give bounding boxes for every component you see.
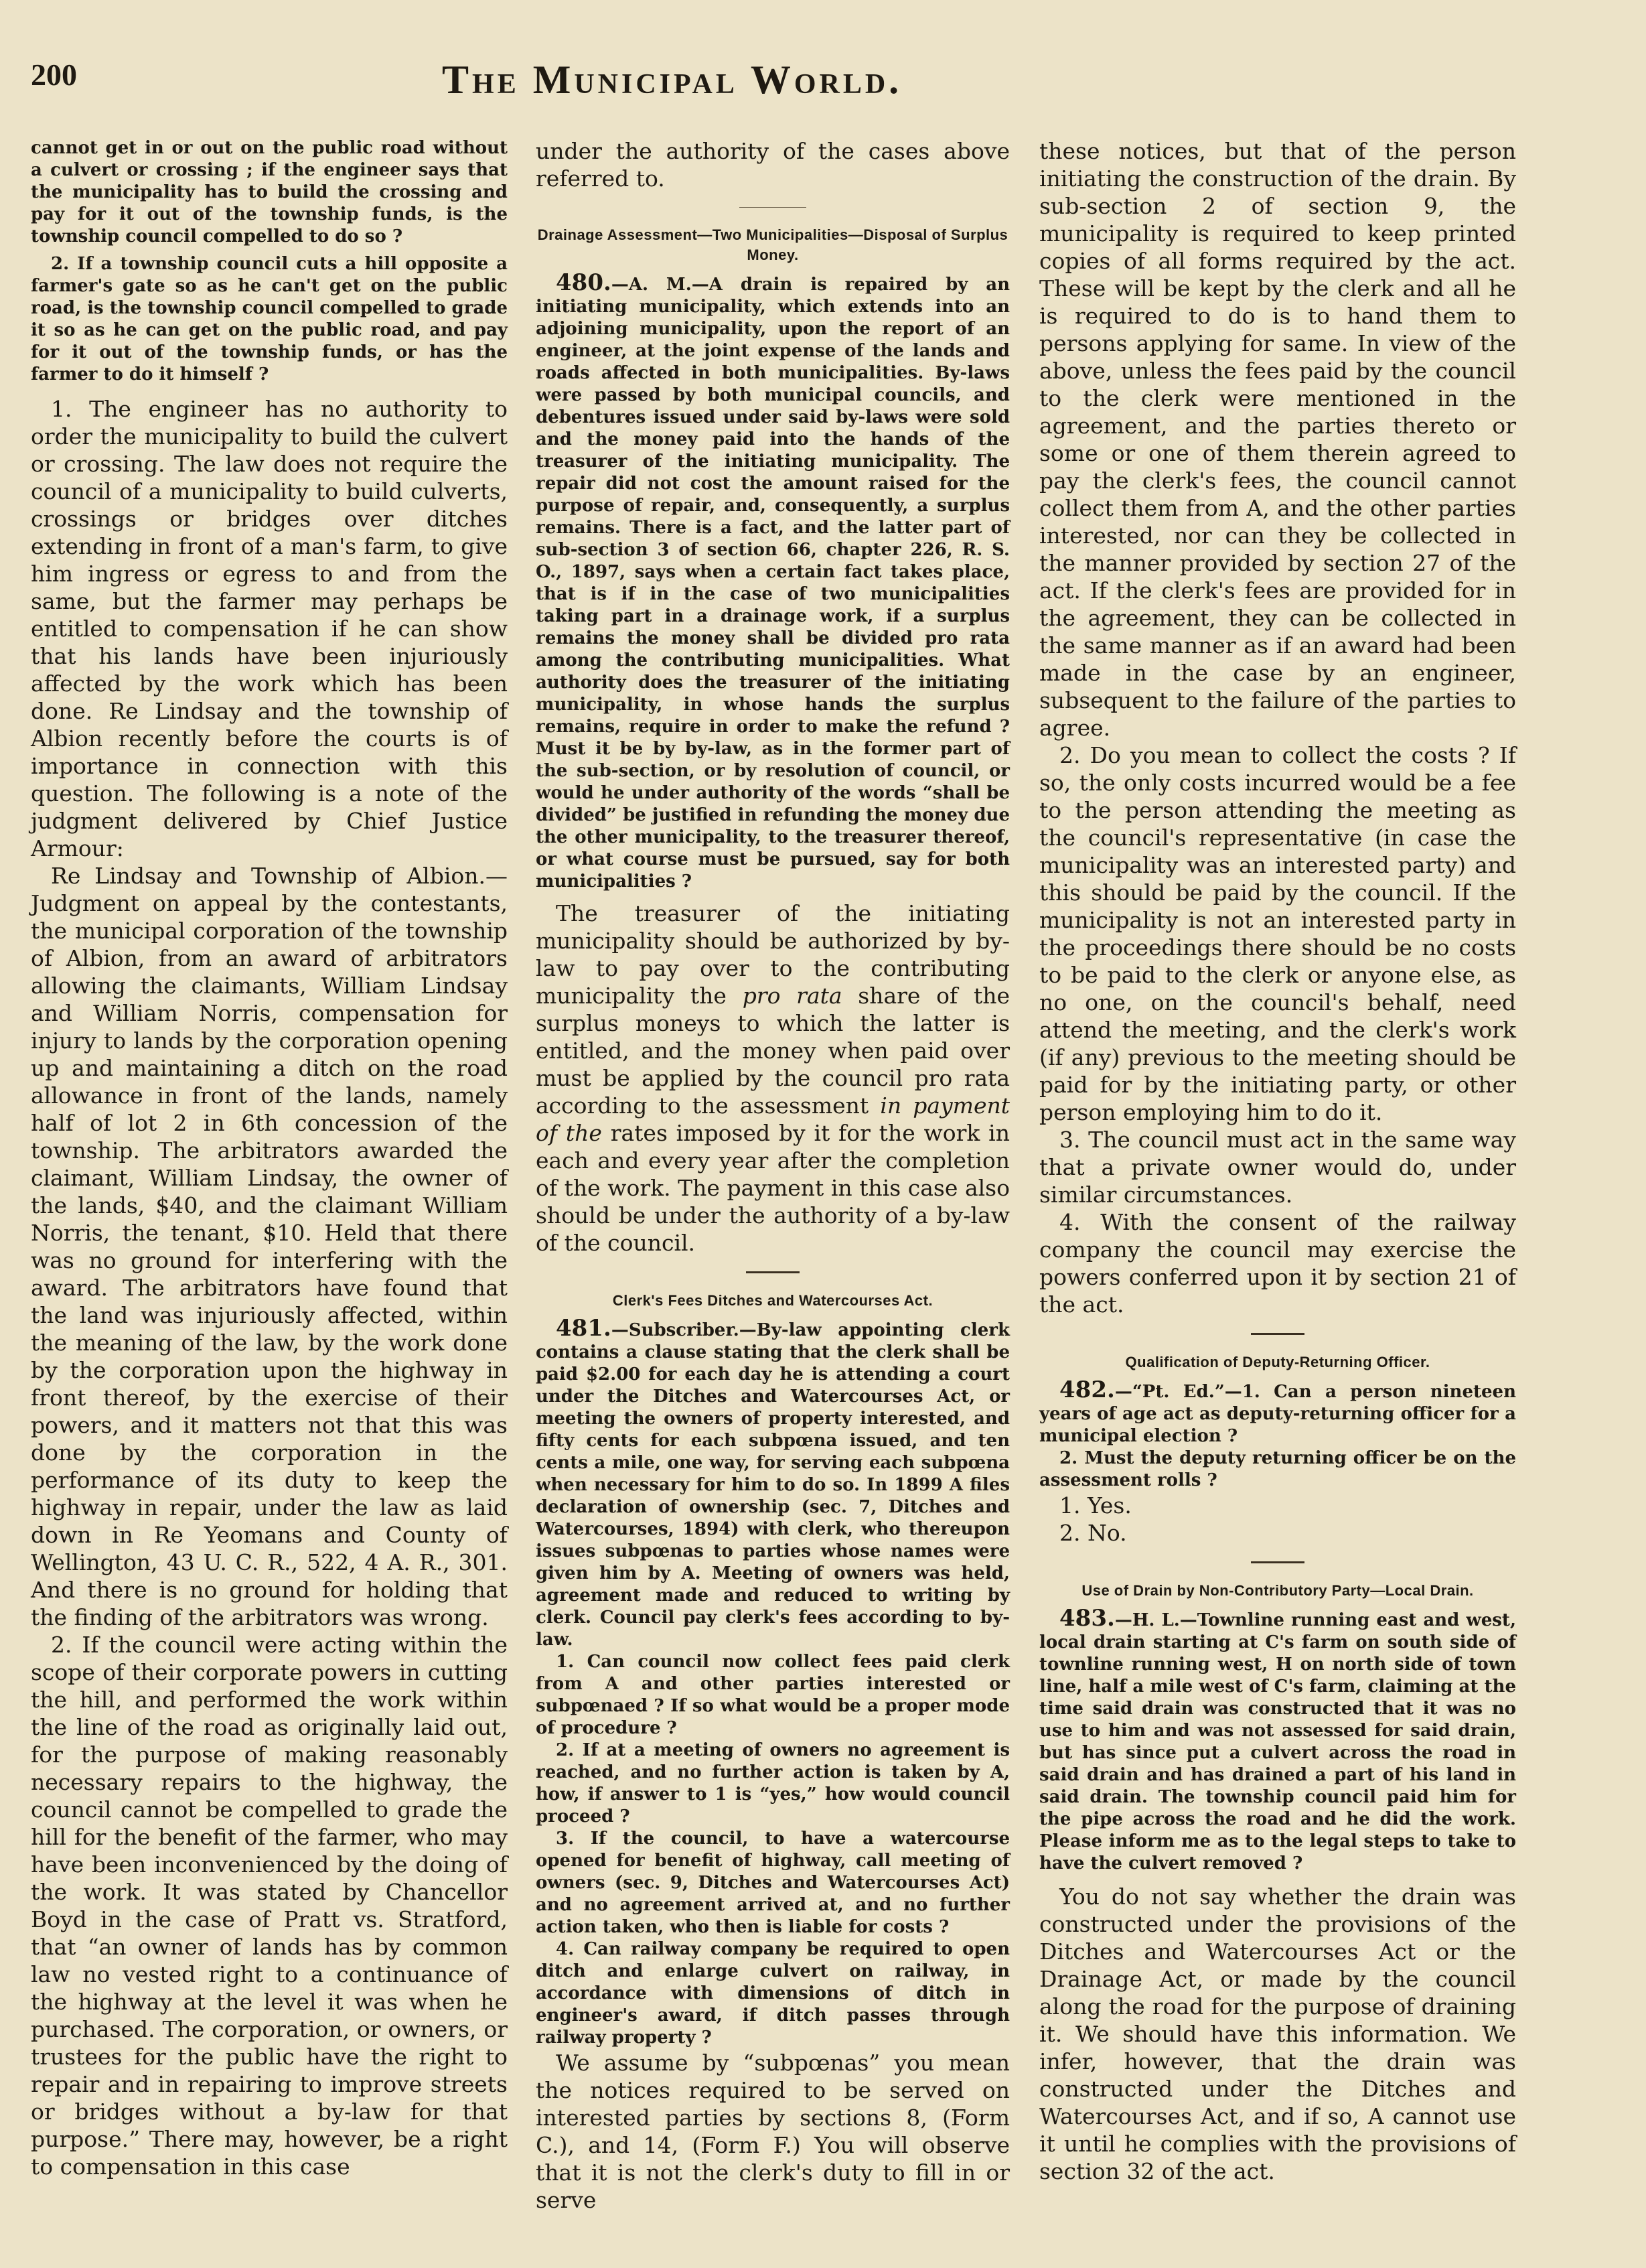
answer-part-2: 2. If the council were acting within the scope of their corporate powers in cutting the hill, and performed the work within the line of the road as originally laid out, for the purpose of making reasonably necessary repairs to the highway, the council cannot be compelled to grade the hill for the benefit of the farmer, who may have been inconvenienced by the doing of the work. It was stated by Chancellor Boyd in the case of Pratt vs. Stratford, that “an owner of lands has by common law no vested right to a continuance of the highway at the level it was when he purchased. The corporation, or owners, or trustees for the public have the right to repair and in repairing to improve streets or bridges without a by-law for that purpose.” There may, however, be a right to compensation in this case <box>31 1632 508 2180</box>
question-text: —H. L.—Townline running east and west, local drain starting at C's farm on south side of townline running west, H on north side of town line, half a mile west of C's farm, claiming at the time said drain was constructed that it was no use to him and was not assessed for said drain, but has since put a culvert across the road in said drain and has drained a part of his land in said drain. The township council paid him for the pipe across the road and he did the work. Please inform me as to the legal steps to take to have the culvert removed ? <box>1039 1610 1516 1873</box>
answer-481: We assume by “subpœnas” you mean the notices required to be served on interested parties by sections 8, (Form C.), and 14, (Form F.) You will observe that it is not the clerk's duty to fill in or serve <box>536 2050 1010 2213</box>
answer-italic: in payment of the <box>536 1092 1011 1146</box>
section-divider <box>739 207 806 208</box>
answer-482-2: 2. No. <box>1059 1520 1127 1546</box>
question-number: 481. <box>556 1315 611 1342</box>
answer-part-3: 3. The council must act in the same way that a private owner would do, under similar circumstances. <box>1039 1127 1516 1208</box>
page-number: 200 <box>31 58 77 92</box>
answer-480 <box>536 900 1010 1257</box>
question-number: 482. <box>1059 1376 1115 1403</box>
section-divider <box>746 1271 800 1273</box>
column-left <box>31 137 508 2180</box>
question-482-part-2: 2. Must the deputy returning officer be on the assessment rolls ? <box>1039 1448 1516 1490</box>
question-heading-481: Clerk's Fees Ditches and Watercourses Act. <box>612 1292 933 1309</box>
section-divider <box>1251 1561 1304 1563</box>
question-number: 483. <box>1059 1605 1115 1632</box>
answer-text: The treasurer of the initiating municipality should be authorized by by-law to pay over to the contributing municipality the <box>536 900 1010 1009</box>
question-heading-482: Qualification of Deputy-Returning Officer. <box>1125 1354 1430 1370</box>
masthead-title: The Municipal World. <box>442 58 903 102</box>
question-481-part-4: 4. Can railway company be required to open ditch and enlarge culvert on railway, in accordance with dimensions of ditch in engineer's award, if ditch passes through railway property ? <box>536 1939 1010 2048</box>
question-481-part-2: 2. If at a meeting of owners no agreement is reached, and no further action is taken by A, how, if answer to 1 is “yes,” how would council proceed ? <box>536 1740 1010 1827</box>
question-text: —Subscriber.—By-law appointing clerk contains a clause stating that the clerk shall be paid $2.00 for each day he is attending a court under the Ditches and Watercourses Act, or meeting the owners of property interested, and fifty cents for each subpœna issued, and ten cents a mile, one way, for serving each subpœna when necessary for him to do so. In 1899 A files declaration of ownership (sec. 7, Ditches and Watercourses, 1894) with clerk, who thereupon issues subpœnas to parties whose names were given him by A. Meeting of owners was held, agreement made and reduced to writing by clerk. Council pay clerk's fees according to by-law. <box>536 1320 1010 1650</box>
answer-italic: pro rata <box>742 983 842 1009</box>
answer-continued: these notices, but that of the person initiating the construction of the drain. By sub-section 2 of section 9, the municipality is required to keep printed copies of all forms required by the act. These will be kept by the clerk and all he is required to do is to hand them to persons applying for same. In view of the above, unless the fees paid by the council to the clerk were mentioned in the agreement, and the parties thereto or some or one of them therein agreed to pay the clerk's fees, the council cannot collect them from A, and the other parties interested, nor can they be collected in the manner provided by section 27 of the act. If the clerk's fees are provided for in the agreement, they can be collected in the same manner as if an award had been made in the case by an engineer, subsequent to the failure of the parties to agree. <box>1039 138 1516 741</box>
column-right <box>1039 137 1516 2184</box>
question-480 <box>536 269 1010 893</box>
page-header <box>0 57 1646 117</box>
answer-paragraph: 1. The engineer has no authority to order the municipality to build the culvert or crossing. The law does not require the council of a municipality to build culverts, crossings or bridges over ditches extending in front of a man's farm, to give him ingress or egress to and from the same, but the farmer may perhaps be entitled to compensation if he can show that his lands have been injuriously affected by the work which has been done. Re Lindsay and the township of Albion recently before the courts is of importance in connection with this question. The following is a note of the judgment delivered by Chief Justice Armour: <box>31 396 508 861</box>
question-481-part-1: 1. Can council now collect fees paid clerk from A and other parties interested or subpœnaed ? If so what would be a proper mode of procedure ? <box>536 1652 1010 1738</box>
question-heading-480: Drainage Assessment—Two Municipalities—Disposal of Surplus Money. <box>537 226 1008 263</box>
answer-text: share of the surplus moneys to which the latter is entitled, and the money when paid over must be applied by the council pro rata according to the assessment <box>536 983 1010 1119</box>
answer-part-4: 4. With the consent of the railway company the council may exercise the powers conferred upon it by section 21 of the act. <box>1039 1209 1516 1318</box>
question-part-2: 2. If a township council cuts a hill opposite a farmer's gate so as he can't get on the public road, is the township council compelled to grade it so as he can get on the public road, and pay for it out of the township funds, or has the farmer to do it himself ? <box>31 254 508 384</box>
question-number: 480. <box>556 269 611 296</box>
answer-482-1: 1. Yes. <box>1059 1492 1132 1518</box>
question-481-part-3: 3. If the council, to have a watercourse opened for benefit of highway, call meeting of owners (sec. 9, Ditches and Watercourses Act) and no agreement arrived at, and no further action taken, who then is liable for costs ? <box>536 1829 1010 1937</box>
answer-text: rates imposed by it for the work in each and every year after the completion of the work. The payment in this case also should be under the authority of a by-law of the council. <box>536 1120 1010 1256</box>
question-482 <box>1039 1376 1516 1447</box>
question-text: —A. M.—A drain is repaired by an initiating municipality, which extends into an adjoining municipality, upon the report of an engineer, at the joint expense of the lands and roads affected in both municipalities. By-laws were passed by both municipal councils, and debentures issued under said by-laws were sold and the money paid into the hands of the treasurer of the initiating municipality. The repair did not cost the amount raised for the purpose of repair, and, consequently, a surplus remains. There is a fact, and the latter part of sub-section 3 of section 66, chapter 226, R. S. O., 1897, says when a certain fact takes place, that is if in the case of two municipalities taking part in a drainage work, if a surplus remains the money shall be divided pro rata among the contributing municipalities. What authority does the treasurer of the initiating municipality, in whose hands the surplus remains, require in order to make the refund ? Must it be by by-law, as in the former part of the sub-section, or by resolution of council, or would he under authority of the words “shall be divided” be justified in refunding the money due the other municipality, to the treasurer thereof, or what course must be pursued, say for both municipalities ? <box>536 275 1010 892</box>
question-483 <box>1039 1605 1516 1875</box>
answer-part-2: 2. Do you mean to collect the costs ? If so, the only costs incurred would be a fee to the person attending the meeting as the council's representative (in case the municipality was an interested party) and this should be paid by the council. If the municipality is not an interested party in the proceedings there should be no costs to be paid to the clerk or anyone else, as no one, on the council's behalf, need attend the meeting, and the clerk's work (if any) previous to the meeting should be paid for by the initiating party, or other person employing him to do it. <box>1039 742 1516 1125</box>
question-heading-483: Use of Drain by Non-Contributory Party—Local Drain. <box>1081 1582 1474 1599</box>
answer-483: You do not say whether the drain was constructed under the provisions of the Ditches and Watercourses Act or the Drainage Act, or made by the council along the road for the purpose of draining it. We should have this information. We infer, however, that the drain was constructed under the Ditches and Watercourses Act, and if so, A cannot use it until he complies with the provisions of section 32 of the act. <box>1039 1884 1516 2184</box>
section-divider <box>1251 1333 1304 1335</box>
column-middle <box>536 137 1011 2213</box>
answer-continued: under the authority of the cases above referred to. <box>536 138 1010 192</box>
question-text: —“Pt. Ed.”—1. Can a person nineteen years of age act as deputy-returning officer for a municipal election ? <box>1039 1382 1516 1446</box>
case-note-paragraph: Re Lindsay and Township of Albion.—Judgment on appeal by the contestants, the municipal corporation of the township of Albion, from an award of arbitrators allowing the claimants, William Lindsay and William Norris, compensation for injury to lands by the corporation opening up and maintaining a ditch on the road allowance in front of the lands, namely half of lot 2 in 6th concession of the township. The arbitrators awarded the claimant, William Lindsay, the owner of the lands, $40, and the claimant William Norris, the tenant, $10. Held that there was no ground for interfering with the award. The arbitrators have found that the land was injuriously affected, within the meaning of the law, by the work done by the corporation upon the highway in front thereof, by the exercise of their powers, and it matters not that this was done by the corporation in the performance of its duty to keep the highway in repair, under the law as laid down in Re Yeomans and County of Wellington, 43 U. C. R., 522, 4 A. R., 301. And there is no ground for holding that the finding of the arbitrators was wrong. <box>31 863 508 1630</box>
question-481 <box>536 1315 1010 1651</box>
question-continued: cannot get in or out on the public road without a culvert or crossing ; if the engineer says that the municipality has to build the crossing and pay for it out of the township funds, is the township council compelled to do so ? <box>31 138 508 246</box>
